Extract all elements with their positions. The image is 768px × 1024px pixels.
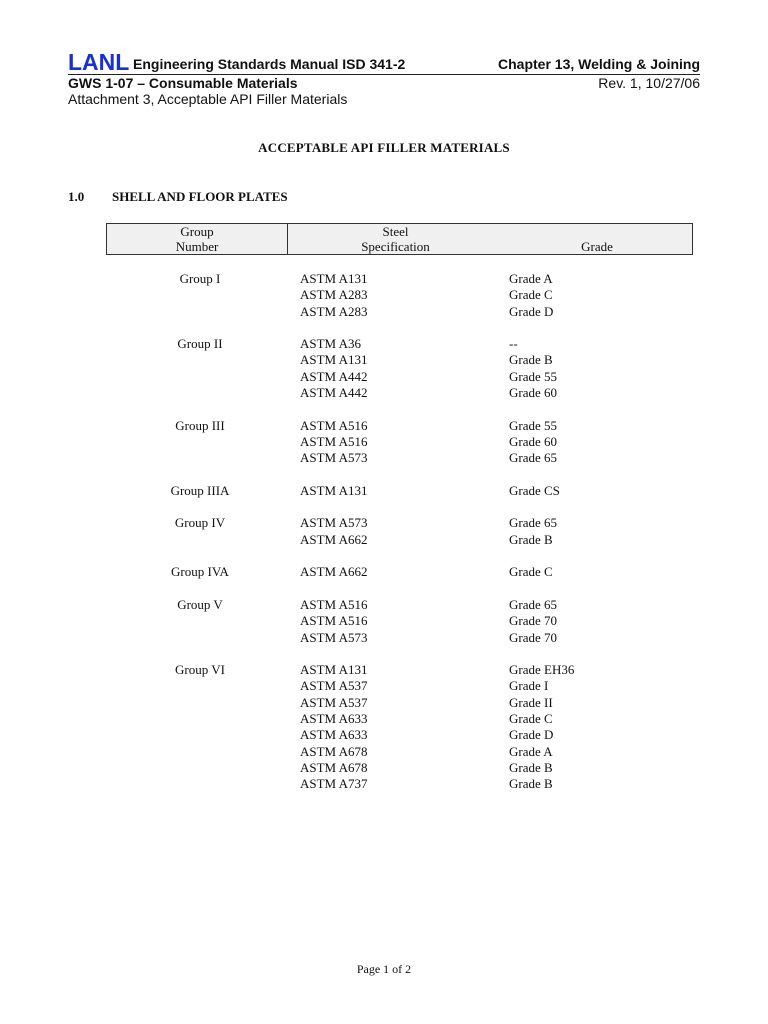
steel-specification: ASTM A283 — [300, 303, 368, 319]
table-row — [0, 336, 768, 352]
chapter-title: Chapter 13, Welding & Joining — [498, 56, 700, 72]
table-row — [0, 532, 768, 548]
table-row — [0, 597, 768, 613]
steel-specification: ASTM A516 — [300, 596, 368, 612]
table-header — [106, 223, 693, 255]
section-number: 1.0 — [68, 189, 85, 204]
steel-specification: ASTM A537 — [300, 678, 368, 694]
manual-title: Engineering Standards Manual ISD 341-2 — [133, 56, 406, 72]
table-row — [0, 304, 768, 320]
table-group — [0, 483, 768, 499]
grade: Grade 65 — [509, 515, 558, 531]
group-name: Group IIIA — [170, 482, 230, 498]
table-row — [0, 369, 768, 385]
table-row — [0, 287, 768, 303]
section-title: SHELL AND FLOOR PLATES — [112, 189, 288, 204]
group-name: Group VI — [175, 662, 225, 678]
section-id: GWS 1-07 – Consumable Materials — [68, 75, 298, 91]
steel-specification: ASTM A131 — [300, 271, 368, 286]
table-row — [0, 352, 768, 368]
steel-specification: ASTM A573 — [300, 629, 368, 645]
steel-specification: ASTM A516 — [300, 433, 368, 449]
grade: Grade B — [509, 776, 553, 792]
steel-specification: ASTM A573 — [300, 450, 368, 466]
grade: Grade D — [509, 727, 554, 743]
steel-specification: ASTM A131 — [300, 352, 368, 368]
group-name: Group I — [179, 271, 221, 286]
table-row — [0, 662, 768, 678]
table-row — [0, 418, 768, 434]
grade: Grade C — [509, 564, 553, 580]
header-group-line1: Group — [180, 224, 214, 239]
steel-specification: ASTM A678 — [300, 743, 368, 759]
header-attachment-line — [68, 91, 700, 107]
grade: Grade A — [509, 743, 553, 759]
revision: Rev. 1, 10/27/06 — [598, 75, 700, 91]
table-row — [0, 727, 768, 743]
table-row — [0, 760, 768, 776]
page-header — [68, 50, 700, 74]
grade: Grade 60 — [509, 385, 558, 401]
header-group-number — [107, 224, 287, 254]
lanl-logo: LANL — [68, 49, 130, 75]
steel-specification: ASTM A633 — [300, 711, 368, 727]
header-grade: Grade — [581, 239, 613, 254]
grade: Grade II — [509, 694, 553, 710]
table-row — [0, 450, 768, 466]
group-name: Group IVA — [171, 564, 229, 580]
grade: Grade 65 — [509, 450, 558, 466]
table-row — [0, 385, 768, 401]
group-name: Group IV — [174, 515, 226, 531]
table-row — [0, 564, 768, 580]
header-group-line2: Number — [175, 239, 219, 254]
steel-specification: ASTM A537 — [300, 694, 368, 710]
table-group — [0, 271, 768, 320]
grade: Grade C — [509, 711, 553, 727]
table-row — [0, 630, 768, 646]
grade: Grade 55 — [509, 368, 558, 384]
grade: Grade 65 — [509, 596, 558, 612]
table-group — [0, 418, 768, 467]
grade: Grade 55 — [509, 417, 558, 433]
header-steel-specification — [288, 224, 503, 254]
table-row — [0, 776, 768, 792]
page-number: Page 1 of 2 — [356, 962, 412, 976]
steel-specification: ASTM A516 — [300, 613, 368, 629]
grade: Grade C — [509, 287, 553, 303]
table-group — [0, 662, 768, 792]
grade: Grade CS — [509, 482, 560, 498]
table-row — [0, 744, 768, 760]
grade: Grade D — [509, 303, 554, 319]
table-row — [0, 483, 768, 499]
steel-specification: ASTM A662 — [300, 564, 368, 580]
steel-specification: ASTM A36 — [300, 336, 362, 352]
table-row — [0, 711, 768, 727]
grade: Grade 70 — [509, 629, 558, 645]
group-name: Group V — [177, 596, 223, 612]
steel-specification: ASTM A131 — [300, 662, 368, 678]
steel-specification: ASTM A283 — [300, 287, 368, 303]
steel-specification: ASTM A737 — [300, 776, 368, 792]
document-title: ACCEPTABLE API FILLER MATERIALS — [258, 140, 510, 155]
table-group — [0, 336, 768, 401]
attachment-title: Attachment 3, Acceptable API Filler Materials — [68, 91, 348, 107]
header-spec-line2: Specification — [361, 239, 430, 254]
table-group — [0, 515, 768, 548]
group-name: Group III — [175, 417, 225, 433]
steel-specification: ASTM A678 — [300, 759, 368, 775]
grade: Grade A — [509, 271, 553, 286]
table-group — [0, 564, 768, 580]
steel-specification: ASTM A573 — [300, 515, 368, 531]
grade: Grade B — [509, 531, 553, 547]
table-row — [0, 678, 768, 694]
table-row — [0, 695, 768, 711]
steel-specification: ASTM A131 — [300, 482, 368, 498]
grade: Grade I — [509, 678, 549, 694]
table-group — [0, 597, 768, 646]
header-subline — [68, 75, 700, 91]
table-row — [0, 434, 768, 450]
table-row — [0, 613, 768, 629]
table-row — [0, 515, 768, 531]
group-name: Group II — [177, 336, 223, 352]
table-body — [0, 271, 768, 793]
steel-specification: ASTM A633 — [300, 727, 368, 743]
steel-specification: ASTM A442 — [300, 368, 368, 384]
grade: Grade EH36 — [509, 662, 575, 678]
grade: Grade B — [509, 352, 553, 368]
steel-specification: ASTM A662 — [300, 531, 368, 547]
table-row — [0, 271, 768, 287]
steel-specification: ASTM A442 — [300, 385, 368, 401]
grade: -- — [509, 336, 518, 352]
grade: Grade 60 — [509, 433, 558, 449]
steel-specification: ASTM A516 — [300, 417, 368, 433]
header-spec-line1: Steel — [382, 224, 409, 239]
grade: Grade B — [509, 759, 553, 775]
grade: Grade 70 — [509, 613, 558, 629]
